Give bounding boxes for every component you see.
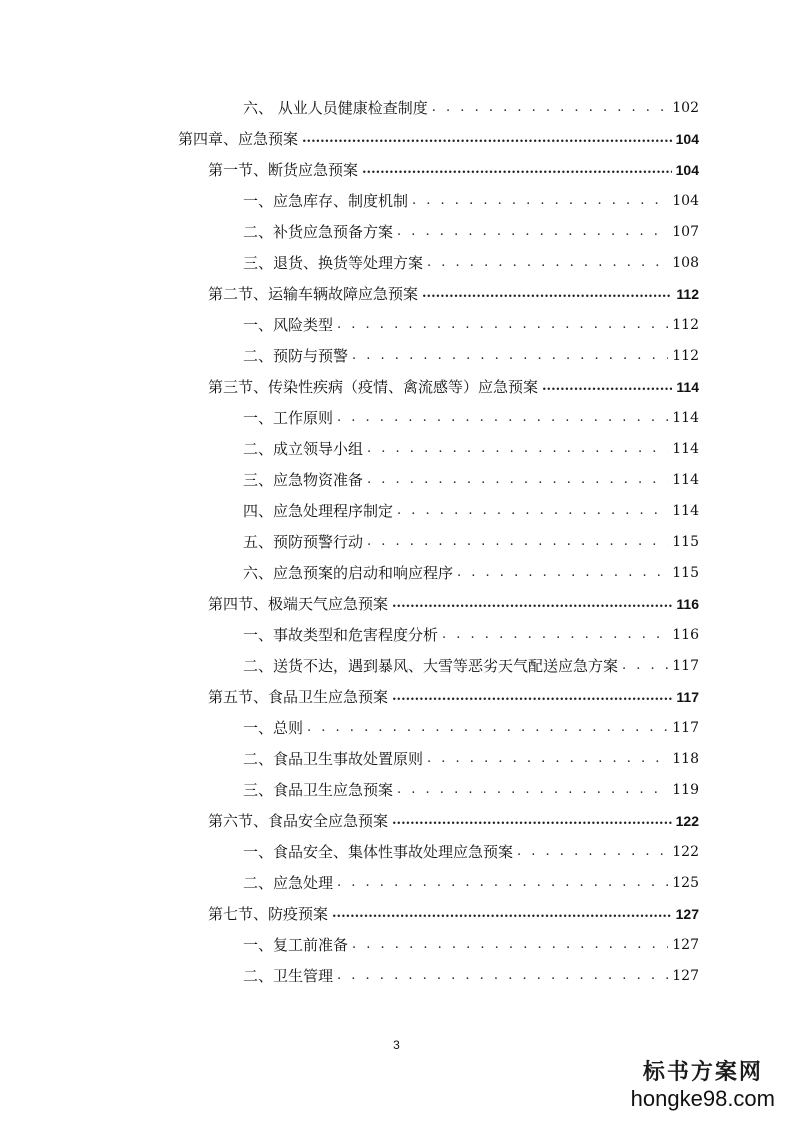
- toc-entry-title: 一、总则: [243, 719, 304, 737]
- toc-dot-leader: [337, 317, 668, 332]
- toc-entry-title: 二、卫生管理: [243, 967, 334, 985]
- toc-entry[interactable]: [243, 526, 699, 557]
- toc-entry[interactable]: [243, 619, 699, 650]
- toc-entry-page: 118: [672, 750, 699, 767]
- toc-entry-page: 115: [672, 533, 699, 550]
- toc-entry[interactable]: [243, 309, 699, 340]
- toc-entry[interactable]: [178, 123, 699, 154]
- toc-entry-page: 127: [675, 905, 699, 922]
- toc-entry-title: 第三节、传染性疾病（疫情、禽流感等）应急预案: [208, 378, 539, 396]
- toc-entry[interactable]: [243, 464, 699, 495]
- toc-entry-page: 127: [672, 936, 699, 953]
- toc-entry-page: 104: [675, 130, 699, 147]
- toc-entry[interactable]: [243, 340, 699, 371]
- toc-dot-leader: [367, 441, 668, 456]
- toc-entry-page: 107: [672, 223, 699, 240]
- toc-entry[interactable]: [243, 712, 699, 743]
- toc-entry[interactable]: [243, 774, 699, 805]
- toc-entry-title: 六、应急预案的启动和响应程序: [243, 564, 454, 582]
- toc-dot-leader: [427, 751, 668, 766]
- toc-entry-page: 116: [672, 626, 699, 643]
- toc-dot-leader: [307, 720, 668, 735]
- toc-dot-leader: [542, 379, 672, 394]
- toc-entry-title: 二、预防与预警: [243, 347, 349, 365]
- toc-entry[interactable]: [208, 371, 699, 402]
- toc-entry[interactable]: [243, 216, 699, 247]
- toc-entry[interactable]: [243, 402, 699, 433]
- watermark-cn: 标书方案网: [642, 1059, 763, 1084]
- toc-entry-page: 102: [672, 99, 699, 116]
- toc-dot-leader: [457, 565, 668, 580]
- toc-entry-title: 二、成立领导小组: [243, 440, 364, 458]
- toc-entry-page: 115: [672, 564, 699, 581]
- toc-entry[interactable]: [243, 867, 699, 898]
- toc-entry-title: 第七节、防疫预案: [208, 905, 329, 923]
- toc-dot-leader: [397, 782, 668, 797]
- toc-dot-leader: [332, 906, 672, 921]
- toc-entry[interactable]: [243, 929, 699, 960]
- watermark: [631, 1055, 775, 1112]
- toc-entry-page: 116: [676, 595, 699, 612]
- toc-entry-title: 一、事故类型和危害程度分析: [243, 626, 439, 644]
- toc-dot-leader: [362, 162, 672, 177]
- toc-entry-title: 二、应急处理: [243, 874, 334, 892]
- toc-dot-leader: [427, 255, 668, 270]
- toc-entry-page: 104: [675, 161, 699, 178]
- toc-entry[interactable]: [243, 433, 699, 464]
- toc-entry-page: 112: [672, 347, 699, 364]
- toc-entry-title: 三、退货、换货等处理方案: [243, 254, 424, 272]
- toc-entry-title: 六、 从业人员健康检查制度: [243, 99, 428, 117]
- toc-entry-title: 二、食品卫生事故处置原则: [243, 750, 424, 768]
- toc-entry-page: 112: [672, 316, 699, 333]
- toc-entry-page: 117: [672, 719, 699, 736]
- toc-entry-page: 108: [672, 254, 699, 271]
- toc-entry-page: 119: [672, 781, 699, 798]
- toc-dot-leader: [422, 286, 672, 301]
- toc-entry-title: 一、工作原则: [243, 409, 334, 427]
- toc-entry-title: 一、应急库存、制度机制: [243, 192, 409, 210]
- toc-entry-title: 二、送货不达，遇到暴风、大雪等恶劣天气配送应急方案: [243, 657, 619, 675]
- toc-dot-leader: [367, 472, 668, 487]
- toc-entry-page: 114: [672, 440, 699, 457]
- toc-dot-leader: [367, 534, 668, 549]
- toc-entry-page: 122: [672, 843, 699, 860]
- toc-dot-leader: [337, 968, 668, 983]
- toc-dot-leader: [352, 348, 668, 363]
- toc-entry-page: 127: [672, 967, 699, 984]
- toc-entry-title: 四、应急处理程序制定: [243, 502, 394, 520]
- toc-entry[interactable]: [243, 247, 699, 278]
- toc-dot-leader: [352, 937, 668, 952]
- toc-entry-title: 第四章、应急预案: [178, 130, 299, 148]
- toc-entry[interactable]: [243, 495, 699, 526]
- page-number: 3: [393, 1038, 400, 1052]
- toc-dot-leader: [392, 596, 672, 611]
- toc-entry[interactable]: [208, 898, 699, 929]
- toc-entry[interactable]: [243, 185, 699, 216]
- toc-entry[interactable]: [243, 743, 699, 774]
- watermark-url: hongke98.com: [630, 1086, 775, 1111]
- toc-dot-leader: [302, 131, 672, 146]
- toc-entry[interactable]: [243, 836, 699, 867]
- toc-entry[interactable]: [243, 557, 699, 588]
- toc-entry-title: 第二节、运输车辆故障应急预案: [208, 285, 419, 303]
- table-of-contents: [0, 92, 793, 991]
- toc-dot-leader: [622, 658, 668, 673]
- toc-entry[interactable]: [208, 278, 699, 309]
- toc-dot-leader: [442, 627, 668, 642]
- toc-entry-title: 三、食品卫生应急预案: [243, 781, 394, 799]
- toc-entry-page: 114: [672, 471, 699, 488]
- toc-entry-page: 114: [676, 378, 699, 395]
- toc-entry-title: 二、补货应急预备方案: [243, 223, 394, 241]
- toc-dot-leader: [392, 689, 672, 704]
- toc-dot-leader: [392, 813, 672, 828]
- toc-entry-title: 第五节、食品卫生应急预案: [208, 688, 389, 706]
- toc-entry-title: 第六节、食品安全应急预案: [208, 812, 389, 830]
- toc-dot-leader: [337, 875, 668, 890]
- toc-entry-page: 125: [672, 874, 699, 891]
- toc-entry[interactable]: [208, 805, 699, 836]
- toc-entry[interactable]: [208, 588, 699, 619]
- toc-entry-title: 一、风险类型: [243, 316, 334, 334]
- toc-entry-title: 一、食品安全、集体性事故处理应急预案: [243, 843, 514, 861]
- toc-dot-leader: [432, 100, 668, 115]
- toc-entry-title: 第一节、断货应急预案: [208, 161, 359, 179]
- toc-entry-title: 一、复工前准备: [243, 936, 349, 954]
- toc-entry-title: 三、应急物资准备: [243, 471, 364, 489]
- toc-entry[interactable]: [208, 154, 699, 185]
- toc-entry-page: 112: [676, 285, 699, 302]
- toc-dot-leader: [517, 844, 668, 859]
- toc-entry-title: 五、预防预警行动: [243, 533, 364, 551]
- toc-entry-page: 117: [672, 657, 699, 674]
- toc-entry[interactable]: [243, 92, 699, 123]
- toc-entry[interactable]: [208, 681, 699, 712]
- toc-entry-page: 117: [676, 688, 699, 705]
- toc-dot-leader: [397, 224, 668, 239]
- toc-entry-page: 104: [672, 192, 699, 209]
- toc-entry-page: 114: [672, 409, 699, 426]
- toc-dot-leader: [412, 193, 668, 208]
- toc-dot-leader: [337, 410, 668, 425]
- toc-entry-page: 122: [675, 812, 699, 829]
- toc-entry-title: 第四节、极端天气应急预案: [208, 595, 389, 613]
- toc-entry[interactable]: [243, 650, 699, 681]
- toc-entry[interactable]: [243, 960, 699, 991]
- toc-entry-page: 114: [672, 502, 699, 519]
- toc-dot-leader: [397, 503, 668, 518]
